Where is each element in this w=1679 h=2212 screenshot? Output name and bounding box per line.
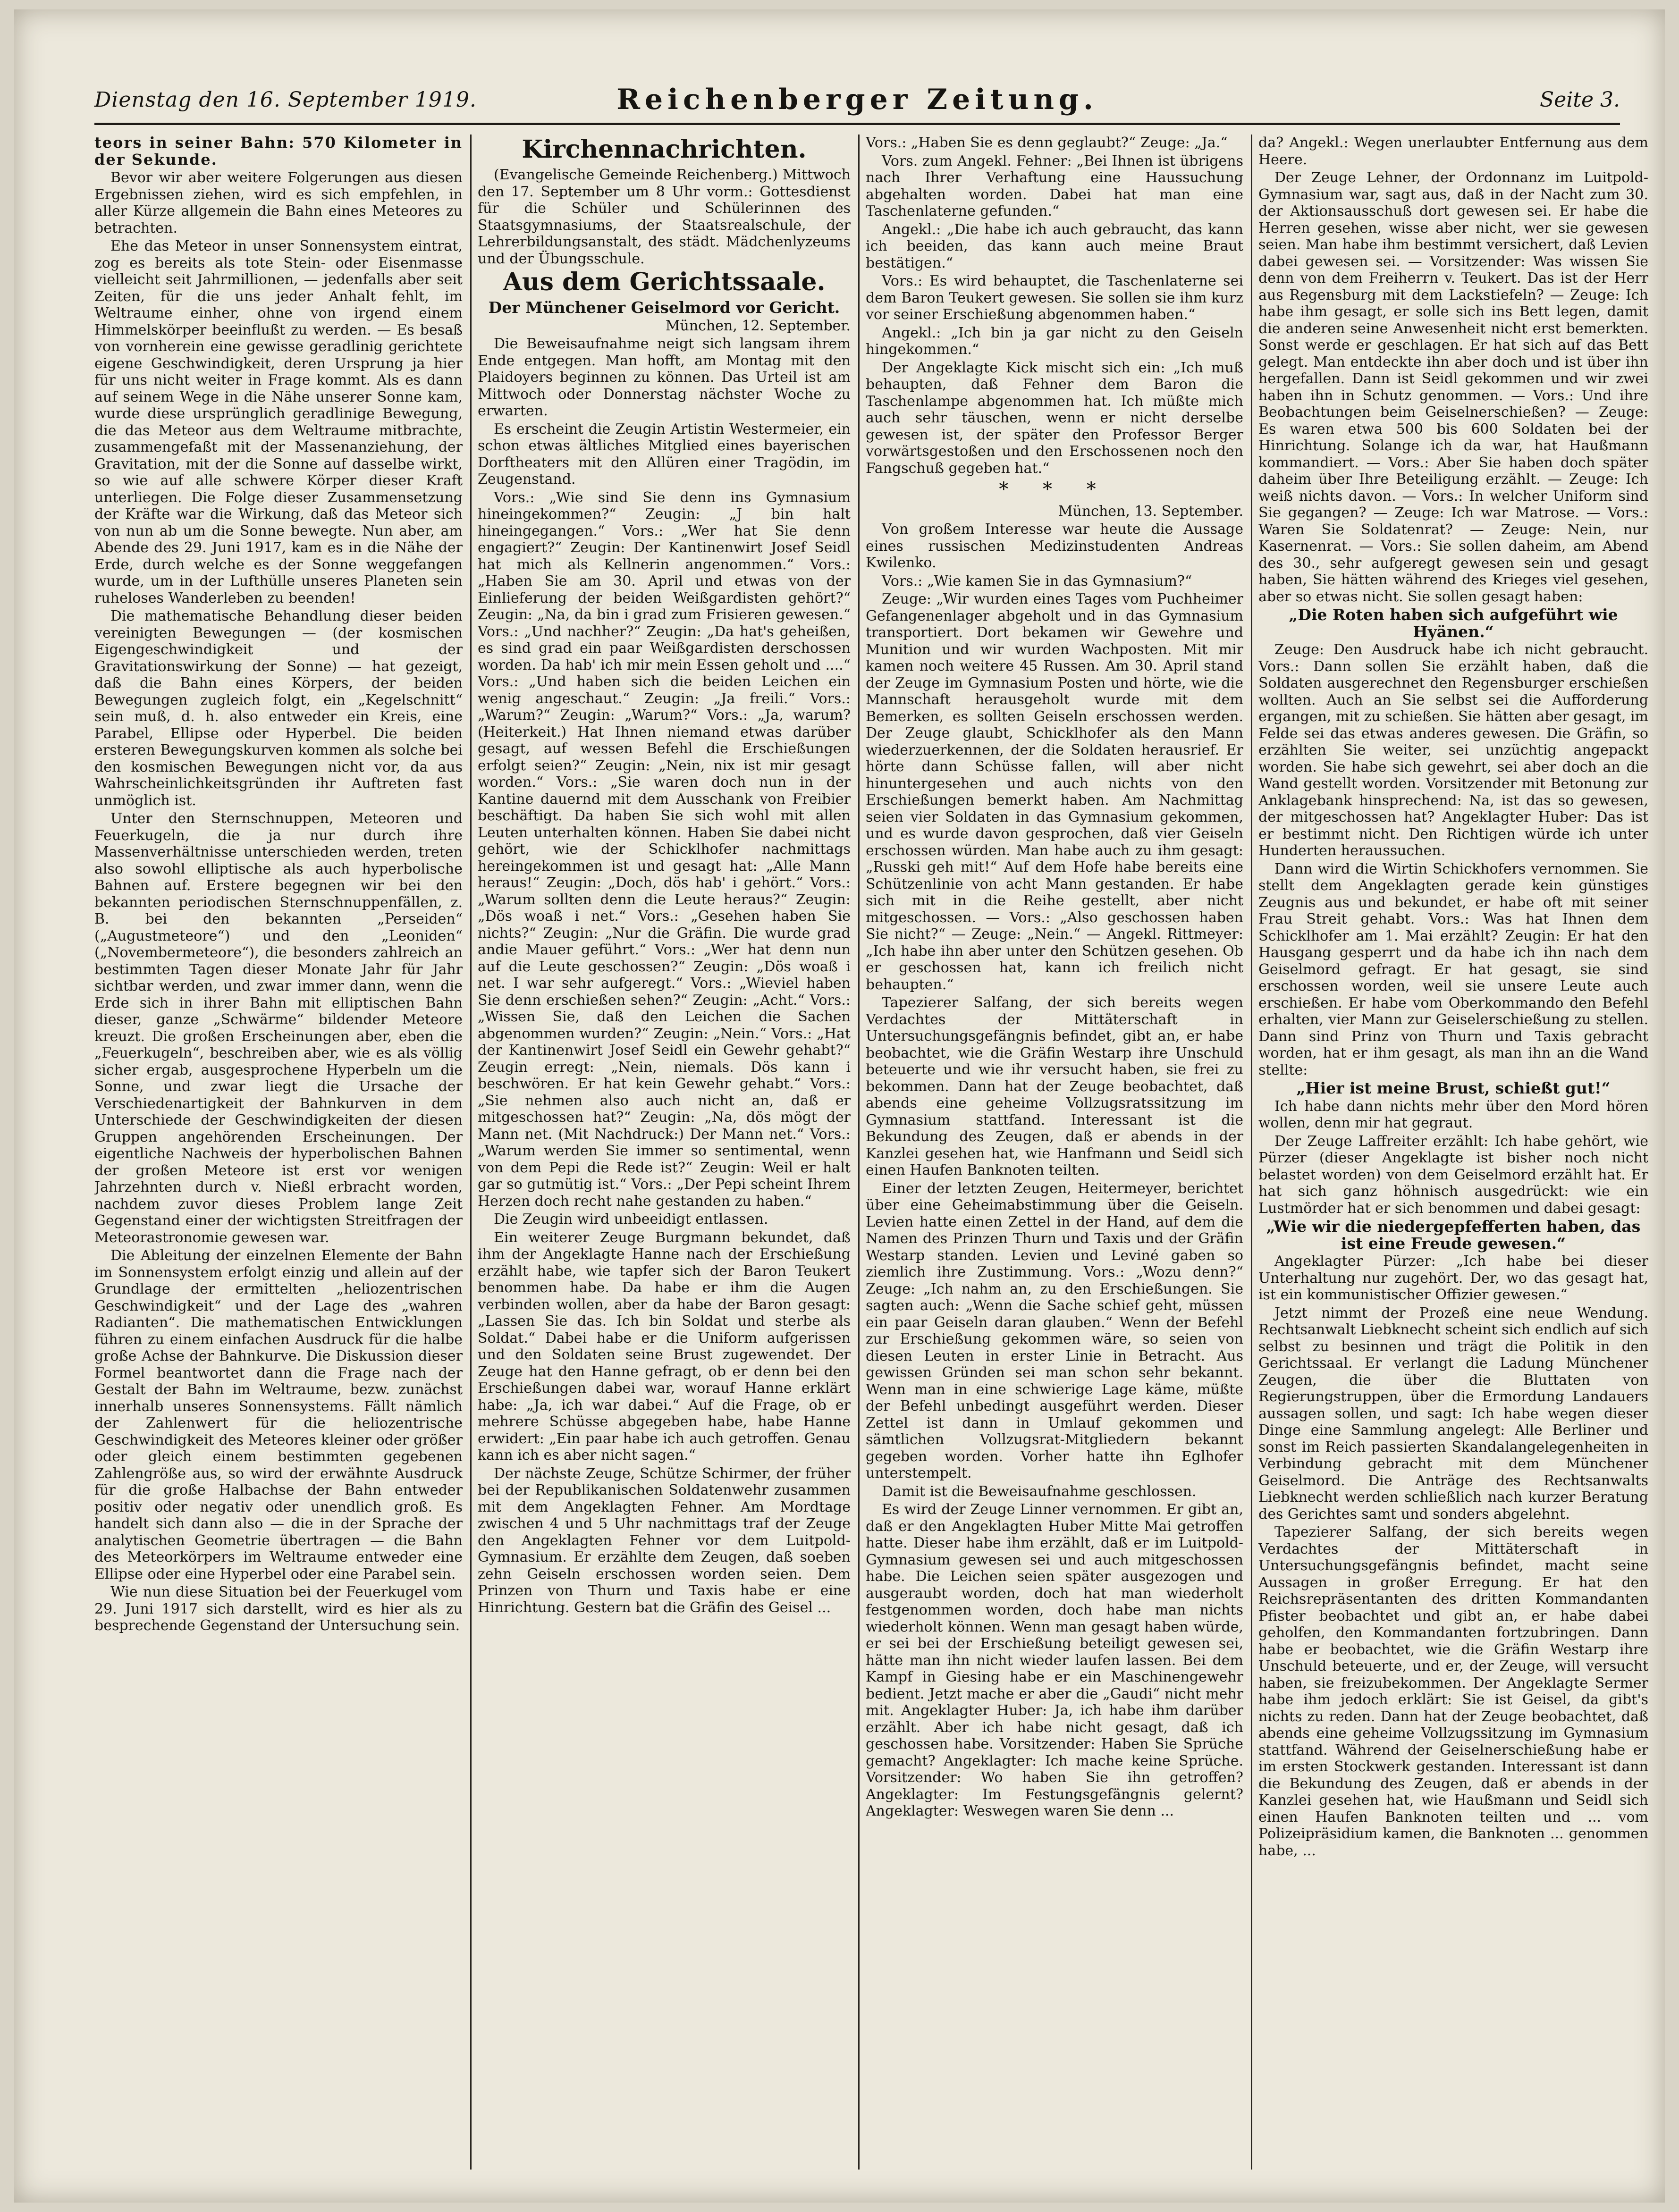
article-paragraph: Vors.: Es wird behauptet, die Taschenlaterne sei dem Baron Teukert gewesen. Sie sollen sie ihm kurz vor seiner Erschießung abgenommen haben.“ (866, 273, 1243, 323)
article-paragraph: Vors. zum Angekl. Fehner: „Bei Ihnen ist übrigens nach Ihrer Verhaftung eine Haussuchung abgehalten worden. Dabei hat man eine Taschenlaterne gefunden.“ (866, 152, 1243, 219)
article-paragraph: Ehe das Meteor in unser Sonnensystem eintrat, zog es bereits als tote Stein- oder Eisenmasse vielleicht seit Jahrmillionen, — jedenfalls aber seit Zeiten, für die uns jeder Anhalt fehlt, im Weltraume einher, ohne von irgend einem Himmelskörper beeinflußt zu werden. — Es besaß von vornherein eine gewisse geradlinig gerichtete eigene Geschwindigkeit, deren Ursprung ja hier für uns nicht weiter in Frage kommt. Als es dann auf seinem Wege in die Nähe unserer Sonne kam, wurde diese ursprünglich geradlinige Bewegung, die das Meteor aus dem Weltraume mitbrachte, zusammengefaßt mit der Massenanziehung, der Gravitation, mit der die Sonne auf dasselbe wirkt, so wie auf alle schwere Körper dieser Kraft unterliegen. Die Folge dieser Zusammensetzung der Kräfte war die Wirkung, daß das Meteor sich von nun ab um die Sonne bewegte. Nun aber, am Abende des 29. Juni 1917, kam es in die Nähe der Erde, durch welche es der Sonne weggefangen wurde, um in der Lufthülle unseres Planeten sein ruheloses Wanderleben zu beenden! (94, 238, 463, 606)
article-paragraph: Die mathematische Behandlung dieser beiden vereinigten Bewegungen — (der kosmischen Eigengeschwindigkeit und der Gravitationswirkung der Sonne) — hat gezeigt, daß die Bahn eines Körpers, der beiden Bewegungen zugleich folgt, ein „Kegelschnitt“ sein muß, d. h. also entweder ein Kreis, eine Parabel, Ellipse oder Hyperbel. Die beiden ersteren Bewegungskurven kommen als solche bei den kosmischen Bewegungen nicht vor, da aus Wahrscheinlichkeitsgründen ihr Auftreten fast unmöglich ist. (94, 608, 463, 809)
article-dateline: München, 12. September. (665, 317, 851, 334)
column-3 (866, 135, 1243, 2170)
page-header (94, 80, 1620, 125)
section-heading-church: Kirchennachrichten. (522, 135, 807, 164)
article-paragraph: Vors.: „Haben Sie es denn geglaubt?“ Zeuge: „Ja.“ (866, 135, 1228, 151)
article-paragraph: Der Angeklagte Kick mischt sich ein: „Ich muß behaupten, daß Fehner dem Baron die Taschenlampe abgenommen hat. Ich müßte mich auch sehr täuschen, wenn er nicht derselbe gewesen ist, der später den Professor Berger vorwärtsgestoßen und den Erschossenen noch den Fangschuß gegeben hat.“ (866, 359, 1243, 477)
section-heading-court: Aus dem Gerichtssaale. (503, 268, 826, 296)
article-paragraph: Die Zeugin wird unbeeidigt entlassen. (494, 1211, 768, 1228)
pull-quote: „Wie wir die niedergepfefferten haben, das ist eine Freude gewesen.“ (1266, 1217, 1641, 1253)
column-rule (858, 135, 860, 2170)
article-subheading: Der Münchener Geiselmord vor Gericht. (488, 298, 840, 317)
columns-area (94, 135, 1648, 2170)
article-paragraph: Unter den Sternschnuppen, Meteoren und Feuerkugeln, die ja nur durch ihre Massenverhältnisse unterschieden werden, treten also sowohl elliptische als auch hyperbolische Bahnen auf. Erstere begegnen wir bei den bekannten periodischen Sternschnuppenfällen, z. B. bei den bekannten „Perseiden“ („Augustmeteore“) und den „Leoniden“ („Novembermeteore“), die besonders zahlreich an bestimmten Tagen dieser Monate Jahr für Jahr sichtbar werden, und zwar immer dann, wenn die Erde sich in ihrer Bahn mit elliptischen Bahn dieser, ganze „Schwärme“ bildender Meteore kreuzt. Die großen Erscheinungen aber, eben die „Feuerkugeln“, beschreiben aber, wie es als völlig sicher ergab, ausgesprochene Hyperbeln um die Sonne, und zwar liegt die Ursache der Verschiedenartigkeit der Bahnkurven in dem Unterschiede der Geschwindigkeiten der diesen Gruppen angehörenden Erscheinungen. Der eigentliche Nachweis der hyperbolischen Bahnen der großen Meteore ist erst vor wenigen Jahrzehnten durch v. Nießl erbracht worden, nachdem zuvor dieses Problem lange Zeit Gegenstand einer der wichtigsten Streitfragen der Meteorastronomie gewesen war. (94, 810, 463, 1246)
article-paragraph: Zeuge: Den Ausdruck habe ich nicht gebraucht. Vors.: Dann sollen Sie erzählt haben, daß die Soldaten ausgerechnet den Regensburger erschießen wollten. Auch an Sie selbst sei die Aufforderung ergangen, mit zu schießen. Sie hätten aber gesagt, im Felde sei das etwas anderes gewesen. Die Gräfin, so erzählten Sie weiter, sei unzüchtig angepackt worden. Sie habe sich gewehrt, sei aber doch an die Wand gestellt worden. Vorsitzender mit Betonung zur Anklagebank hinsprechend: Na, ist das so gewesen, der mitgeschossen hat? Angeklagter Huber: Das ist er bestimmt nicht. Den Richtigen würde ich unter Hunderten heraussuchen. (1258, 641, 1648, 859)
article-paragraph: Angekl.: „Die habe ich auch gebraucht, das kann ich beeiden, das kann auch meine Braut bestätigen.“ (866, 221, 1243, 271)
column-rule (470, 135, 472, 2170)
article-paragraph: Vors.: „Wie sind Sie denn ins Gymnasium hineingekommen?“ Zeugin: „J bin halt hineingegangen.“ Vors.: „Wer hat Sie denn engagiert?“ Zeugin: Der Kantinenwirt Josef Seidl hat mich als Kellnerin angenommen.“ Vors.: „Haben Sie am 30. April und etwas von der Einlieferung der beiden Weißgardisten gehört?“ Zeugin: „Na, da bin i grad zum Frisieren gewesen.“ Vors.: „Und nachher?“ Zeugin: „Da hat's geheißen, es sind grad ein paar Weißgardisten derschossen worden. Da hab' ich mir mein Essen geholt und ....“ Vors.: „Und haben sich die beiden Leichen ein wenig angeschaut.“ Zeugin: „Ja freili.“ Vors.: „Warum?“ Zeugin: „Warum?“ Vors.: „Ja, warum? (Heiterkeit.) Hat Ihnen niemand etwas darüber gesagt, auf wessen Befehl die Erschießungen erfolgt seien?“ Zeugin: „Nein, nix ist mir gesagt worden.“ Vors.: „Sie waren doch nun in der Kantine dauernd mit dem Ausschank von Freibier beschäftigt. Da haben Sie sich wohl mit allen Leuten unterhalten können. Haben Sie dabei nicht gehört, wie der Schicklhofer nachmittags hereingekommen ist und gesagt hat: „Alle Mann heraus!“ Zeugin: „Doch, dös hab' i gehört.“ Vors.: „Warum sollten denn die Leute heraus?“ Zeugin: „Dös woaß i net.“ Vors.: „Gesehen haben Sie nichts?“ Zeugin: „Nur die Gräfin. Die wurde grad andie Mauer geführt.“ Vors.: „Wer hat denn nun auf die Leute geschossen?“ Zeugin: „Dös woaß i net. I war sehr aufgeregt.“ Vors.: „Wieviel haben Sie denn erschießen sehen?“ Zeugin: „Acht.“ Vors.: „Wissen Sie, daß den Leichen die Sachen abgenommen wurden?“ Zeugin: „Nein.“ Vors.: „Hat der Kantinenwirt Josef Seidl ein Gewehr gehabt?“ Zeugin erregt: „Nein, niemals. Dös kann i beschwören. Er hat kein Gewehr gehabt.“ Vors.: „Sie nehmen also auch nicht an, daß er mitgeschossen hat?“ Zeugin: „Na, dös mögt der Mann net. (Mit Nachdruck:) Der Mann net.“ Vors.: „Warum werden Sie immer so sentimental, wenn von dem Pepi die Rede ist?“ Zeugin: Weil er halt gar so gutmütig ist.“ Vors.: „Der Pepi scheint Ihrem Herzen doch recht nahe gestanden zu haben.“ (478, 489, 851, 1210)
article-paragraph: Dann wird die Wirtin Schickhofers vernommen. Sie stellt dem Angeklagten gerade kein günstiges Zeugnis aus und bekundet, er habe oft mit seiner Frau Streit gehabt. Vors.: Was hat Ihnen dem Schicklhofer am 1. Mai erzählt? Zeugin: Er hat den Hausgang gesperrt und da habe ich ihn nach dem Geiselmord gefragt. Er hat gesagt, sie sind erschossen worden, weil sie unsere Leute auch erschießen. Er habe vom Oberkommando den Befehl erhalten, vier Mann zur Geiselerschießung zu stellen. Dann sind Prinz von Thurn und Taxis gebracht worden, hat er ihm gesagt, als man ihn an die Wand stellte: (1258, 860, 1648, 1078)
article-paragraph: Die Ableitung der einzelnen Elemente der Bahn im Sonnensystem erfolgt einzig und allein auf der Grundlage der ermittelten „heliozentrischen Geschwindigkeit“ und der Lage des „wahren Radianten“. Die mathematischen Entwicklungen führen zu einem einfachen Ausdruck für die halbe große Achse der Bahnkurve. Die Diskussion dieser Formel beantwortet dann die Frage nach der Gestalt der Bahn im Weltraume, bezw. zunächst innerhalb unseres Sonnensystems. Fällt nämlich der Zahlenwert für die heliozentrische Geschwindigkeit des Meteores kleiner oder größer oder gleich einem bestimmten gegebenen Zahlengröße aus, so wird der erwähnte Ausdruck für die große Halbachse der Bahn entweder positiv oder negativ oder unendlich groß. Es handelt sich dann also — die in der Sprache der analytischen Geometrie übertragen — die Bahn des Meteorkörpers im Weltraume entweder eine Ellipse oder eine Hyperbel oder eine Parabel sein. (94, 1247, 463, 1582)
article-paragraph: Jetzt nimmt der Prozeß eine neue Wendung. Rechtsanwalt Liebknecht scheint sich endlich auf sich selbst zu besinnen und trägt die Politik in den Gerichtssaal. Er verlangt die Ladung Münchener Zeugen, die über die Bluttaten von Regierungstruppen, über die Ermordung Landauers aussagen sollen, und sagt: Ich habe wegen dieser Dinge eine Sammlung angelegt: Alle Berliner und sonst im Reich passierten Skandalangelegenheiten in Verbindung gebracht mit dem Münchener Geiselmord. Die Anträge des Rechtsanwalts Liebknecht werden schließlich nach kurzer Beratung des Gerichtes samt und sonders abgelehnt. (1258, 1304, 1648, 1522)
article-paragraph: Angekl.: „Ich bin ja gar nicht zu den Geiseln hingekommen.“ (866, 324, 1243, 358)
header-date: Dienstag den 16. September 1919. (94, 88, 477, 112)
article-paragraph: Es wird der Zeuge Linner vernommen. Er gibt an, daß er den Angeklagten Huber Mitte Mai getroffen hatte. Dieser habe ihm erzählt, daß er im Luitpold-Gymnasium gewesen sei und auch mitgeschossen habe. Die Leichen seien später ausgezogen und ausgeraubt worden, doch hat man wiederholt festgenommen worden, doch habe man nichts wiederholt können. Wenn man gesagt haben würde, er sei bei der Erschießung beteiligt gewesen sei, hätte man ihn nicht wieder laufen lassen. Bei dem Kampf in Giesing habe er ein Maschinengewehr bedient. Jetzt mache er aber die „Gaudi“ nicht mehr mit. Angeklagter Huber: Ja, ich habe ihm darüber erzählt. Aber ich habe nicht gesagt, daß ich geschossen habe. Vorsitzender: Haben Sie Sprüche gemacht? Angeklagter: Ich mache keine Sprüche. Vorsitzender: Wo haben Sie ihn getroffen? Angeklagter: Im Festungsgefängnis gelernt? Angeklagter: Weswegen waren Sie denn ... (866, 1501, 1243, 1819)
article-paragraph: Der nächste Zeuge, Schütze Schirmer, der früher bei der Republikanischen Soldatenwehr zusammen mit dem Angeklagten Fehner. Am Mordtage zwischen 4 und 5 Uhr nachmittags traf der Zeuge den Angeklagten Fehner vor dem Luitpold-Gymnasium. Er erzählte dem Zeugen, daß soeben zehn Geiseln erschossen worden seien. Dem Prinzen von Thurn und Taxis habe er eine Hinrichtung. Gestern bat die Gräfin des Geisel ... (478, 1465, 851, 1616)
column-1 (94, 135, 463, 2170)
article-paragraph: Einer der letzten Zeugen, Heitermeyer, berichtet über eine Geheimabstimmung über die Geiseln. Levien hatte einen Zettel in der Hand, auf dem die Namen des Prinzen Thurn und Taxis und der Gräfin Westarp standen. Levien und Leviné gaben so ziemlich ihre Zustimmung. Vors.: „Wozu denn?“ Zeuge: „Ich nahm an, zu den Erschießungen. Sie sagten auch: „Wenn die Sache schief geht, müssen ein paar Geiseln daran glauben.“ Wenn der Befehl zur Erschießung gekommen wäre, so seien von diesen Leuten in erster Linie in Betracht. Aus gewissen Gründen sei man schon sehr bekannt. Wenn man in eine schwierige Lage käme, müßte der Befehl unbedingt ausgeführt werden. Dieser Zettel ist dann in Umlauf gekommen und sämtlichen Vollzugsrat-Mitgliedern bekannt gegeben worden. Vorher hatte ihn Eglhofer unterstempelt. (866, 1180, 1243, 1481)
article-paragraph: Zeuge: „Wir wurden eines Tages vom Puchheimer Gefangenenlager abgeholt und in das Gymnasium transportiert. Dort bekamen wir Gewehre und Munition und wir wurden Wachposten. Mit mir kamen noch weitere 45 Russen. Am 30. April stand der Zeuge im Gymnasium Posten und hörte, wie die Mannschaft herausgeholt wurde mit dem Bemerken, es sollten Geiseln erschossen werden. Der Zeuge glaubt, Schicklhofer als den Mann wiederzuerkennen, der die Soldaten herausrief. Er hörte dann Schüsse fallen, will aber nicht hinuntergesehen und auch nichts von den Erschießungen bemerkt haben. Am Nachmittag seien vier Soldaten in das Gymnasium gekommen, und es wurde davon gesprochen, daß vier Geiseln erschossen würden. Man habe auch zu ihm gesagt: „Russki geh mit!“ Auf dem Hofe habe bereits eine Schützenlinie von acht Mann gestanden. Er habe sich mit in die Reihe gestellt, aber nicht mitgeschossen. — Vors.: „Also geschossen haben Sie nicht?“ — Zeuge: „Nein.“ — Angekl. Rittmeyer: „Ich habe ihn aber unter den Schützen gesehen. Ob er geschossen hat, kann ich freilich nicht behaupten.“ (866, 591, 1243, 993)
page-number: Seite 3. (1540, 88, 1620, 112)
article-paragraph: Es erscheint die Zeugin Artistin Westermeier, ein schon etwas ältliches Mitglied eines bayerischen Dorftheaters mit den Allüren einer Tragödin, im Zeugenstand. (478, 421, 851, 488)
article-paragraph: Wie nun diese Situation bei der Feuerkugel vom 29. Juni 1917 sich darstellt, wird es hier als zu besprechende Gegenstand der Untersuchung sein. (94, 1584, 463, 1634)
article-paragraph: Von großem Interesse war heute die Aussage eines russischen Medizinstudenten Andreas Kwilenko. (866, 521, 1243, 571)
article-paragraph: Ich habe dann nichts mehr über den Mord hören wollen, denn mir hat gegraut. (1258, 1098, 1648, 1131)
pull-quote: „Hier ist meine Brust, schießt gut!“ (1296, 1079, 1611, 1097)
article-paragraph: Ein weiterer Zeuge Burgmann bekundet, daß ihm der Angeklagte Hanne nach der Erschießung erzählt habe, wie tapfer sich der Baron Teukert benommen habe. Da habe er ihm die Augen verbinden wollen, aber da habe der Baron gesagt: „Lassen Sie das. Ich bin Soldat und sterbe als Soldat.“ Dabei habe er die Uniform aufgerissen und den Soldaten seine Brust zugewendet. Der Zeuge hat den Hanne gefragt, ob er denn bei den Erschießungen dabei war, worauf Hanne erklärt habe: „Ja, ich war dabei.“ Auf die Frage, ob er mehrere Schüsse abgegeben habe, habe Hanne erwidert: „Ein paar habe ich auch getroffen. Genau kann ich es aber nicht sagen.“ (478, 1229, 851, 1463)
column-2 (478, 135, 851, 2170)
article-paragraph: Der Zeuge Laffreiter erzählt: Ich habe gehört, wie Pürzer (dieser Angeklagte ist bisher noch nicht belastet worden) von dem Geiselmord erzählt hat. Er hat sich ganz höhnisch ausgedrückt: wie ein Lustmörder hat er sich benommen und dabei gesagt: (1258, 1133, 1648, 1217)
article-paragraph: Damit ist die Beweisaufnahme geschlossen. (882, 1483, 1197, 1500)
article-paragraph: Angeklagter Pürzer: „Ich habe bei dieser Unterhaltung nur zugehört. Der, wo das gesagt hat, ist ein kommunistischer Offizier gewesen.“ (1258, 1253, 1648, 1303)
article-paragraph: Vors.: „Wie kamen Sie in das Gymnasium?“ (882, 572, 1192, 589)
column-4 (1258, 135, 1648, 2170)
column-rule (1251, 135, 1252, 2170)
article-dateline: München, 13. September. (1058, 503, 1243, 520)
article-paragraph: Bevor wir aber weitere Folgerungen aus diesen Ergebnissen ziehen, wird es sich empfehlen, in aller Kürze allgemein die Bahn eines Meteores zu betrachten. (94, 169, 463, 236)
article-paragraph: Tapezierer Salfang, der sich bereits wegen Verdachtes der Mittäterschaft in Untersuchungsgefängnis befindet, macht seine Aussagen in großer Erregung. Er hat den Reichsrepräsentanten des dritten Kommandanten Pfister beobachtet und gibt an, er habe dabei geholfen, den Kommandanten fortzubringen. Dann habe er beobachtet, wie die Gräfin Westarp ihre Unschuld beteuerte, und er, der Zeuge, will versucht haben, sie freizubekommen. Der Angeklagte Sermer habe ihm jedoch erklärt: Sie ist Geisel, da gibt's nichts zu reden. Dann hat der Zeuge beobachtet, daß abends eine geheime Vollzugssitzung im Gymnasium stattfand. Während der Geiselnerschießung habe er im ersten Stockwerk gestanden. Interessant ist dann die Bekundung des Zeugen, daß er abends in der Kanzlei gesehen hat, wie Haußmann und Seidl sich einen Haufen Banknoten teilten und ... vom Polizeipräsidium kamen, die Banknoten ... genommen habe, ... (1258, 1524, 1648, 1859)
article-paragraph: Die Beweisaufnahme neigt sich langsam ihrem Ende entgegen. Man hofft, am Montag mit den Plaidoyers beginnen zu können. Das Urteil ist am Mittwoch oder Donnerstag nächster Woche zu erwarten. (478, 336, 851, 419)
article-paragraph: da? Angekl.: Wegen unerlaubter Entfernung aus dem Heere. (1258, 135, 1648, 168)
newspaper-masthead: Reichenberger Zeitung. (616, 83, 1098, 116)
newspaper-page (14, 9, 1665, 2203)
section-divider-stars: * * * (999, 479, 1110, 500)
article-paragraph: (Evangelische Gemeinde Reichenberg.) Mittwoch den 17. September um 8 Uhr vorm.: Gottesdienst für die Schüler und Schülerinnen des Staatsgymnasiums, der Staatsrealschule, der Lehrerbildungsanstalt, des städt. Mädchenlyzeums und der Übungsschule. (478, 167, 851, 267)
article-text: teors in seiner Bahn: 570 Kilometer in der Sekunde. (94, 135, 463, 168)
article-paragraph: Tapezierer Salfang, der sich bereits wegen Verdachtes der Mittäterschaft in Untersuchungsgefängnis befindet, gibt an, er habe beobachtet, wie die Gräfin Westarp ihre Unschuld beteuerte und wie ihr versucht haben, sie frei zu bekommen. Dann hat der Zeuge beobachtet, daß abends eine geheime Vollzugsratssitzung im Gymnasium stattfand. Interessant ist die Bekundung des Zeugen, daß er abends in der Kanzlei gesehen hat, wie Hanfmann und Seidl sich einen Haufen Banknoten teilten. (866, 994, 1243, 1178)
pull-quote: „Die Roten haben sich aufgeführt wie Hyänen.“ (1289, 606, 1618, 641)
article-paragraph: Der Zeuge Lehner, der Ordonnanz im Luitpold-Gymnasium war, sagt aus, daß in der Nacht zum 30. der Aktionsausschuß dort gewesen sei. Er habe die Herren gesehen, wisse aber nicht, wer sie gewesen seien. Man habe ihm bestimmt versichert, daß Levien dabei gewesen sei. — Vorsitzender: Was wissen Sie denn von dem Freiherrn v. Teukert. Das ist der Herr aus Regensburg mit dem Lackstiefeln? — Zeuge: Ich habe ihm gesagt, er solle sich ins Bett legen, damit die anderen seine Anwesenheit nicht erst bemerkten. Sonst werde er geschlagen. Er hat sich auf das Bett gelegt. Man entdeckte ihn aber doch und ist über ihn hergefallen. Dann ist Seidl gekommen und wir zwei haben ihn in Schutz genommen. — Vors.: Und ihre Beobachtungen beim Geiselnerschießen? — Zeuge: Es waren etwa 500 bis 600 Soldaten bei der Hinrichtung. Solange ich da war, hat Haußmann kommandiert. — Vors.: Aber Sie haben doch später daheim über Ihre Beteiligung erzählt. — Zeuge: Ich weiß nichts davon. — Vors.: In welcher Uniform sind Sie gegangen? — Zeuge: Ich war Matrose. — Vors.: Waren Sie Soldatenrat? — Zeuge: Nein, nur Kasernenrat. — Vors.: Sie sollen daheim, am Abend des 30., sehr aufgeregt gewesen sein und gesagt haben, Sie hätten während des Krieges viel gesehen, aber so etwas nicht. Sie sollen gesagt haben: (1258, 169, 1648, 605)
